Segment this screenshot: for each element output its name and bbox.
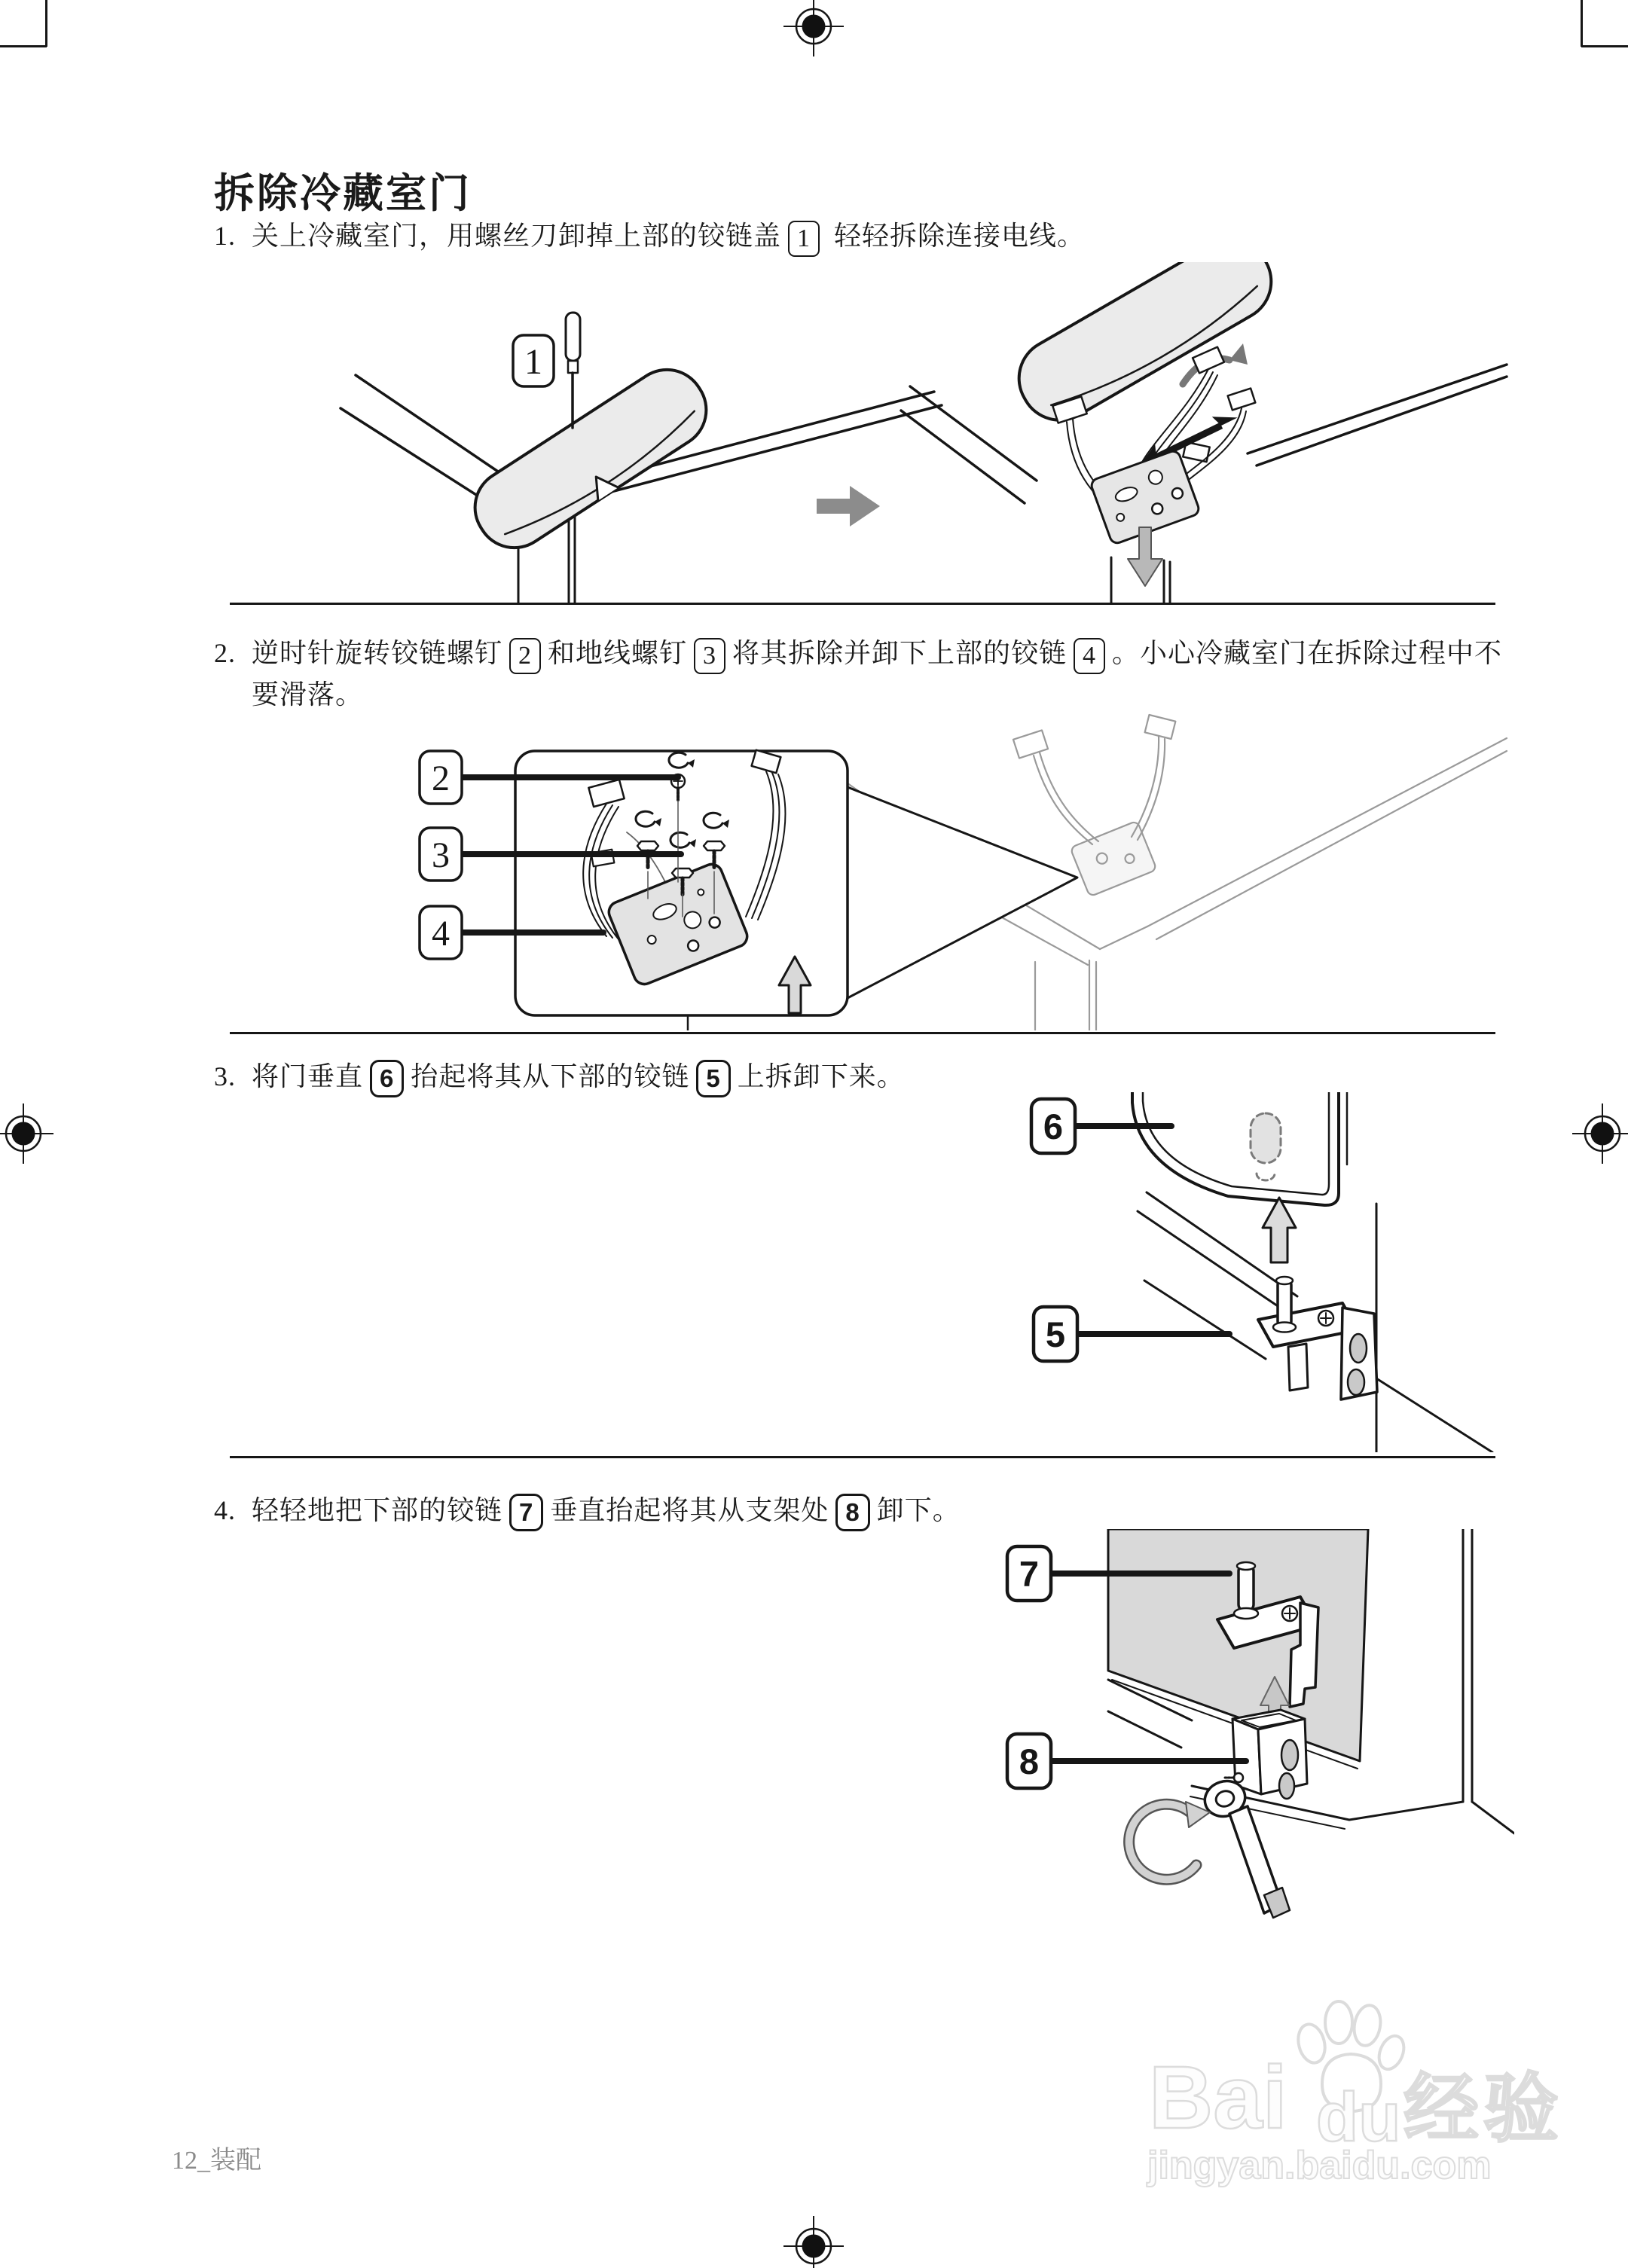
svg-text:3: 3 — [432, 835, 450, 875]
step-2-text-2: 和地线螺钉 — [548, 638, 688, 668]
illustration-step1 — [316, 262, 1537, 604]
step-2-text: 逆时针旋转铰链螺钉 — [252, 638, 503, 668]
step-1-callout-1: 1 — [788, 221, 820, 257]
illustration-step3 — [1002, 1092, 1522, 1452]
callout-1-label — [513, 335, 554, 386]
step-3-text-3: 上拆卸下来。 — [737, 1061, 905, 1091]
step-3-text-2: 抬起将其从下部的铰链 — [411, 1061, 690, 1091]
step-4-number: 4. — [214, 1495, 236, 1525]
step-3-text: 将门垂直 — [252, 1061, 364, 1091]
watermark-url: jingyan.baidu.com — [1147, 2144, 1492, 2187]
fridge-top-corner-closed — [341, 313, 942, 604]
right-arrow-icon — [817, 486, 880, 527]
wire-connector — [1228, 389, 1256, 411]
step-2-number: 2. — [214, 638, 236, 668]
step-4-text: 轻轻地把下部的铰链 — [252, 1495, 503, 1525]
detail-callout-pointer — [848, 787, 1077, 998]
registration-mark-bottom-icon — [782, 2215, 845, 2268]
step-1 — [214, 215, 1510, 257]
crop-mark-top-right-h — [1581, 45, 1628, 47]
step-3-number: 3. — [214, 1061, 236, 1091]
rotate-arrow-icon — [1129, 1802, 1210, 1879]
step-3-callout-6: 6 — [370, 1060, 404, 1097]
registration-mark-right-icon — [1571, 1102, 1628, 1165]
svg-text:4: 4 — [432, 914, 450, 954]
step-2-callout-4: 4 — [1074, 638, 1105, 674]
hinge-pin-socket — [1251, 1113, 1281, 1163]
step-2-callout-3: 3 — [694, 638, 725, 674]
callout-6-label — [1031, 1099, 1171, 1153]
callout-8-label — [1007, 1734, 1246, 1788]
crop-mark-top-left-h — [0, 45, 47, 47]
registration-mark-top-icon — [782, 0, 845, 58]
step-4-text-2: 垂直抬起将其从支架处 — [550, 1495, 829, 1525]
step-3 — [214, 1056, 1495, 1097]
step-4 — [214, 1490, 1495, 1531]
step-3-callout-5: 5 — [696, 1060, 730, 1097]
crop-mark-top-left-v — [45, 0, 47, 47]
svg-text:2: 2 — [432, 759, 450, 798]
up-arrow-icon — [1263, 1198, 1296, 1262]
section-divider-1 — [230, 603, 1495, 605]
svg-text:5: 5 — [1045, 1314, 1066, 1354]
section-divider-2 — [230, 1032, 1495, 1034]
fridge-top-corner-open — [901, 262, 1507, 604]
step-1-number: 1. — [214, 221, 236, 251]
step-2-text-3: 将其拆除并卸下上部的铰链 — [732, 638, 1068, 668]
step-4-text-3: 卸下。 — [876, 1495, 961, 1525]
callout-5-label — [1034, 1307, 1229, 1361]
step-4-callout-8: 8 — [835, 1494, 869, 1531]
registration-mark-left-icon — [0, 1102, 55, 1165]
screwdriver-icon — [566, 313, 580, 428]
step-4-callout-7: 7 — [509, 1494, 543, 1531]
crop-mark-top-right-v — [1581, 0, 1583, 47]
svg-text:6: 6 — [1043, 1107, 1064, 1146]
wrench-icon — [1200, 1776, 1290, 1918]
baidu-watermark — [1126, 2000, 1563, 2188]
watermark-du: du — [1316, 2079, 1401, 2156]
watermark-bai: Bai — [1149, 2048, 1287, 2147]
page-footer: 12_装配 — [172, 2147, 261, 2175]
step-1-text-2: 轻轻拆除连接电线。 — [834, 221, 1086, 251]
lower-hinge — [1258, 1277, 1377, 1400]
step-2-text-4: 。小心冷藏室门在拆除过程中不要滑落。 — [252, 638, 1503, 710]
page-title: 拆除冷藏室门 — [214, 171, 472, 216]
svg-text:7: 7 — [1019, 1554, 1040, 1594]
hinge-bracket — [1232, 1710, 1307, 1799]
illustration-step4 — [964, 1529, 1514, 1978]
step-1-text: 关上冷藏室门，用螺丝刀卸掉上部的铰链盖 — [252, 221, 782, 251]
door-bottom — [1132, 1092, 1347, 1205]
section-divider-3 — [230, 1456, 1495, 1458]
illustration-step2 — [226, 697, 1514, 1030]
watermark-cn: 经验 — [1404, 2067, 1563, 2151]
svg-text:1: 1 — [524, 342, 542, 382]
step-2-callout-2: 2 — [509, 638, 541, 674]
svg-text:8: 8 — [1019, 1741, 1040, 1781]
